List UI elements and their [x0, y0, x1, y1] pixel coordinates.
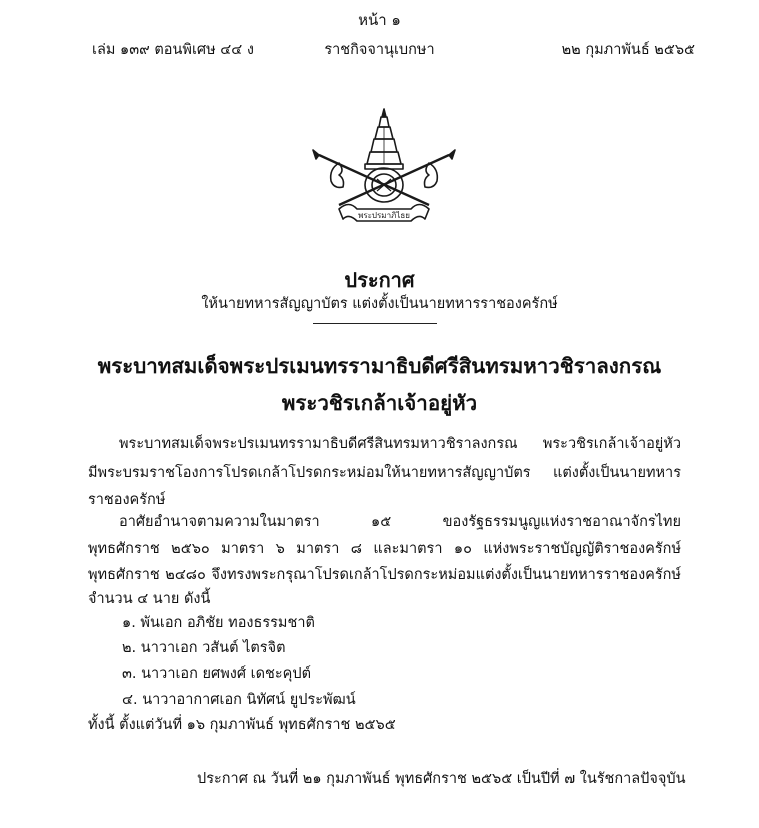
volume-info: เล่ม ๑๓๙ ตอนพิเศษ ๔๔ ง: [92, 42, 254, 58]
gazette-name: ราชกิจจานุเบกษา: [324, 42, 435, 58]
paragraph2-line4: จำนวน ๔ นาย ดังนี้: [88, 591, 211, 607]
emblem-banner-text: พระปรมาภิไธย: [358, 211, 410, 220]
king-name-line1: พระบาทสมเด็จพระปรเมนทรรามาธิบดีศรีสินทรมหาวชิราลงกรณ: [97, 354, 662, 378]
king-name-line2: พระวชิรเกล้าเจ้าอยู่หัว: [281, 391, 478, 415]
effective-date: ทั้งนี้ ตั้งแต่วันที่ ๑๖ กุมภาพันธ์ พุทธศักราช ๒๕๖๕: [88, 717, 396, 733]
paragraph2-line2: พุทธศักราช ๒๕๖๐ มาตรา ๖ มาตรา ๘ และมาตรา ๑๐ แห่งพระราชบัญญัติราชองครักษ์: [88, 541, 681, 557]
paragraph2-line3: พุทธศักราช ๒๔๘๐ จึงทรงพระกรุณาโปรดเกล้าโปรดกระหม่อมแต่งตั้งเป็นนายทหารราชองครักษ์: [88, 567, 681, 583]
announcement-subtitle: ให้นายทหารสัญญาบัตร แต่งตั้งเป็นนายทหารราชองครักษ์: [201, 296, 558, 312]
list-item: ๓. นาวาเอก ยศพงศ์ เดชะคุปต์: [122, 666, 311, 682]
list-item: ๑. พันเอก อภิชัย ทองธรรมชาติ: [122, 615, 315, 631]
list-item: ๔. นาวาอากาศเอก นิทัศน์ ยูประพัฒน์: [122, 692, 356, 708]
signoff-line: ประกาศ ณ วันที่ ๒๑ กุมภาพันธ์ พุทธศักราช ๒๕๖๕ เป็นปีที่ ๗ ในรัชกาลปัจจุบัน: [197, 771, 686, 787]
paragraph1-line3: ราชองครักษ์: [88, 492, 166, 508]
paragraph1-line2: มีพระบรมราชโองการโปรดเกล้าโปรดกระหม่อมให้นายทหารสัญญาบัตร แต่งตั้งเป็นนายทหาร: [88, 465, 681, 481]
page-number: หน้า ๑: [358, 11, 401, 29]
paragraph2-line1: อาศัยอำนาจตามความในมาตรา ๑๕ ของรัฐธรรมนูญแห่งราชอาณาจักรไทย: [119, 514, 681, 530]
publish-date: ๒๒ กุมภาพันธ์ ๒๕๖๕: [561, 42, 695, 58]
paragraph1-line1: พระบาทสมเด็จพระปรเมนทรรามาธิบดีศรีสินทรมหาวชิราลงกรณ พระวชิรเกล้าเจ้าอยู่หัว: [119, 436, 681, 452]
list-item: ๒. นาวาเอก วสันต์ ไตรจิต: [122, 640, 286, 656]
announcement-title: ประกาศ: [344, 268, 415, 292]
royal-emblem-icon: [309, 105, 459, 233]
divider-rule: [313, 323, 437, 324]
